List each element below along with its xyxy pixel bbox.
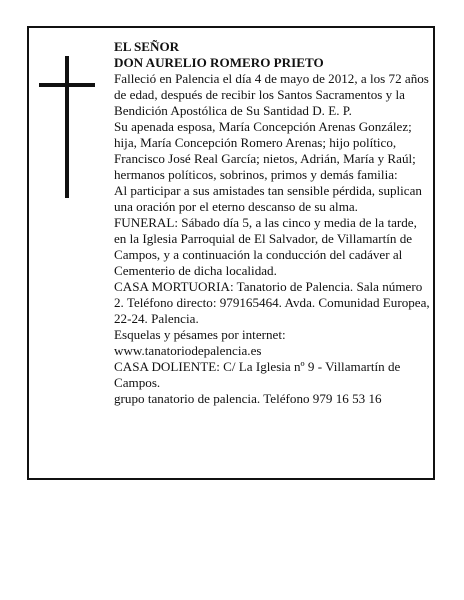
obituary-notice-frame xyxy=(27,26,435,480)
notice-heading-title: EL SEÑOR xyxy=(114,39,180,54)
deceased-name: DON AURELIO ROMERO PRIETO xyxy=(114,55,324,70)
mortuary-paragraph: CASA MORTUORIA: Tanatorio de Palencia. Sala número 2. Teléfono directo: 979165464. Avda. Comunidad Europea, 22-24. Palencia. xyxy=(114,279,430,326)
prayer-request-paragraph: Al participar a sus amistades tan sensible pérdida, suplican una oración por el eterno descanso de su alma. xyxy=(114,183,422,214)
obituary-text xyxy=(114,39,432,407)
family-paragraph: Su apenada esposa, María Concepción Arenas González; hija, María Concepción Romero Arenas; hijo político, Francisco José Real García; nietos, Adrián, María y Raúl; hermanos políticos, sobrinos, primos y demás familia: xyxy=(114,119,416,182)
funeral-home-contact-paragraph: grupo tanatorio de palencia. Teléfono 979 16 53 16 xyxy=(114,391,382,406)
death-details-paragraph: Falleció en Palencia el día 4 de mayo de 2012, a los 72 años de edad, después de recibir los Santos Sacramentos y la Bendición Apostólica de Su Santidad D. E. P. xyxy=(114,71,429,118)
cross-icon xyxy=(39,56,95,198)
funeral-paragraph: FUNERAL: Sábado día 5, a las cinco y media de la tarde, en la Iglesia Parroquial de El Salvador, de Villamartín de Campos, y a continuación la conducción del cadáver al Cementerio de dicha localidad. xyxy=(114,215,417,278)
family-home-paragraph: CASA DOLIENTE: C/ La Iglesia nº 9 - Villamartín de Campos. xyxy=(114,359,401,390)
internet-condolences-paragraph: Esquelas y pésames por internet: www.tanatoriodepalencia.es xyxy=(114,327,286,358)
